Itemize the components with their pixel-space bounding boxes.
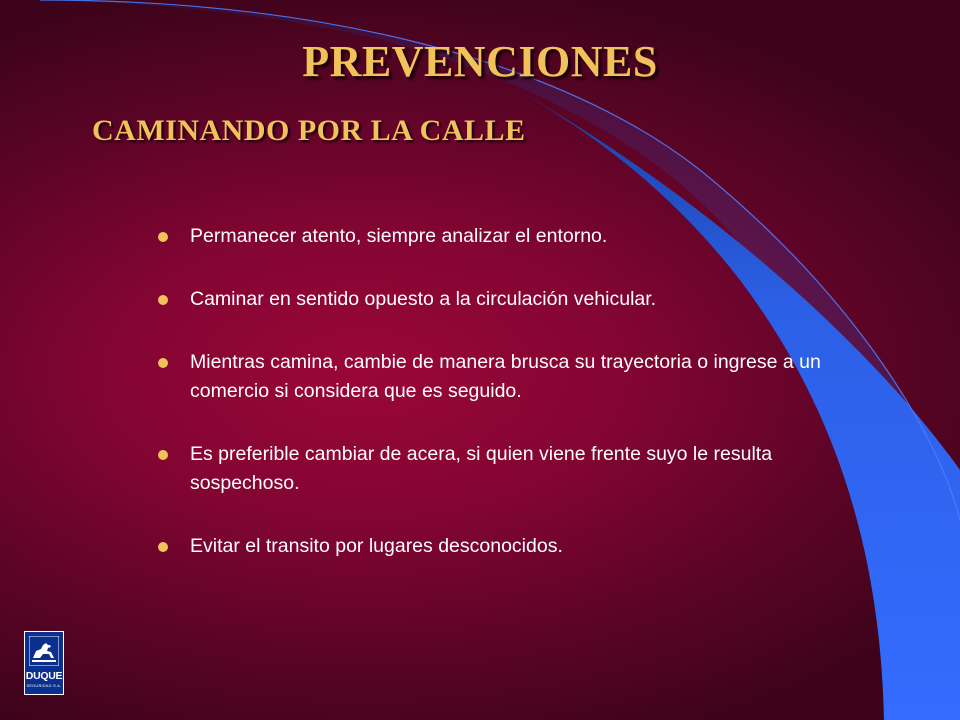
bullet-item: [158, 532, 838, 561]
slide-title: PREVENCIONES: [302, 37, 658, 86]
bullet-text: Evitar el transito por lugares desconocidos.: [190, 535, 563, 557]
bullet-text: Es preferible cambiar de acera, si quien viene frente suyo le resulta sospechoso.: [190, 443, 773, 494]
bullet-dot-icon: [158, 542, 168, 552]
bullet-item: [158, 285, 838, 314]
bullet-dot-icon: [158, 358, 168, 368]
bullet-item: [158, 348, 838, 406]
dog-emblem-icon: [29, 636, 59, 666]
bullet-text: Mientras camina, cambie de manera brusca su trayectoria o ingrese a un comercio si considera que es seguido.: [190, 351, 821, 402]
logo-name: DUQUE: [25, 670, 63, 682]
slide-subtitle: CAMINANDO POR LA CALLE: [92, 114, 526, 147]
bullet-text: Permanecer atento, siempre analizar el entorno.: [190, 225, 608, 247]
bullet-list: [158, 222, 838, 561]
bullet-dot-icon: [158, 295, 168, 305]
company-logo: [24, 631, 64, 695]
bullet-text: Caminar en sentido opuesto a la circulación vehicular.: [190, 288, 657, 310]
logo-subtitle: SEGURIDAD S.A.: [26, 684, 62, 688]
bullet-dot-icon: [158, 232, 168, 242]
bullet-dot-icon: [158, 450, 168, 460]
bullet-item: [158, 222, 838, 251]
bullet-item: [158, 440, 838, 498]
